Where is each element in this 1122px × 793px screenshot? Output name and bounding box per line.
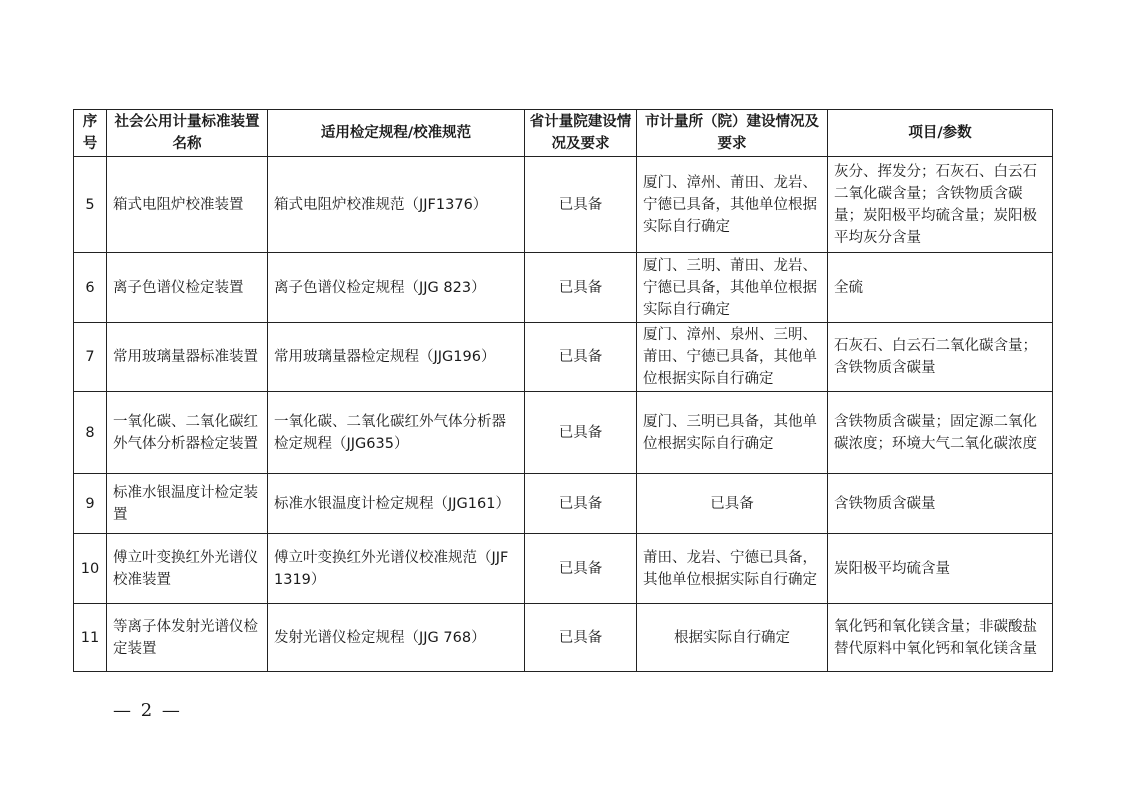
table-row: [74, 157, 1053, 253]
table-row: [74, 604, 1053, 672]
cell-provincial: 已具备: [525, 157, 637, 253]
cell-regulation: 标准水银温度计检定规程（JJG161）: [268, 474, 525, 534]
header-no: 序号: [74, 110, 107, 157]
table-header-row: [74, 110, 1053, 157]
header-city: 市计量所（院）建设情况及要求: [637, 110, 828, 157]
table-row: [74, 253, 1053, 323]
header-name: 社会公用计量标准装置名称: [107, 110, 268, 157]
table-row: [74, 323, 1053, 392]
cell-provincial: 已具备: [525, 474, 637, 534]
cell-city: 厦门、三明已具备，其他单位根据实际自行确定: [637, 392, 828, 474]
cell-no: 7: [74, 323, 107, 392]
cell-provincial: 已具备: [525, 604, 637, 672]
table-row: [74, 534, 1053, 604]
cell-name: 标准水银温度计检定装置: [107, 474, 268, 534]
cell-no: 5: [74, 157, 107, 253]
cell-regulation: 一氧化碳、二氧化碳红外气体分析器检定规程（JJG635）: [268, 392, 525, 474]
cell-no: 11: [74, 604, 107, 672]
cell-regulation: 箱式电阻炉校准规范（JJF1376）: [268, 157, 525, 253]
cell-regulation: 常用玻璃量器检定规程（JJG196）: [268, 323, 525, 392]
cell-name: 箱式电阻炉校准装置: [107, 157, 268, 253]
standards-table: [73, 109, 1053, 672]
cell-items: 炭阳极平均硫含量: [828, 534, 1053, 604]
cell-city: 厦门、漳州、莆田、龙岩、宁德已具备，其他单位根据实际自行确定: [637, 157, 828, 253]
cell-no: 8: [74, 392, 107, 474]
cell-city: 莆田、龙岩、宁德已具备，其他单位根据实际自行确定: [637, 534, 828, 604]
header-regulation: 适用检定规程/校准规范: [268, 110, 525, 157]
cell-no: 10: [74, 534, 107, 604]
cell-name: 等离子体发射光谱仪检定装置: [107, 604, 268, 672]
cell-regulation: 离子色谱仪检定规程（JJG 823）: [268, 253, 525, 323]
cell-name: 离子色谱仪检定装置: [107, 253, 268, 323]
header-items: 项目/参数: [828, 110, 1053, 157]
cell-provincial: 已具备: [525, 392, 637, 474]
cell-provincial: 已具备: [525, 534, 637, 604]
cell-city: 已具备: [637, 474, 828, 534]
cell-regulation: 发射光谱仪检定规程（JJG 768）: [268, 604, 525, 672]
cell-name: 一氧化碳、二氧化碳红外气体分析器检定装置: [107, 392, 268, 474]
cell-items: 灰分、挥发分；石灰石、白云石二氧化碳含量；含铁物质含碳量；炭阳极平均硫含量；炭阳极平均灰分含量: [828, 157, 1053, 253]
cell-regulation: 傅立叶变换红外光谱仪校准规范（JJF 1319）: [268, 534, 525, 604]
cell-city: 根据实际自行确定: [637, 604, 828, 672]
cell-provincial: 已具备: [525, 253, 637, 323]
cell-items: 含铁物质含碳量；固定源二氧化碳浓度；环境大气二氧化碳浓度: [828, 392, 1053, 474]
cell-no: 9: [74, 474, 107, 534]
table-row: [74, 392, 1053, 474]
cell-items: 石灰石、白云石二氧化碳含量；含铁物质含碳量: [828, 323, 1053, 392]
cell-items: 全硫: [828, 253, 1053, 323]
cell-provincial: 已具备: [525, 323, 637, 392]
cell-name: 常用玻璃量器标准装置: [107, 323, 268, 392]
table-row: [74, 474, 1053, 534]
page-number: — 2 —: [113, 700, 182, 721]
cell-items: 氧化钙和氧化镁含量；非碳酸盐替代原料中氧化钙和氧化镁含量: [828, 604, 1053, 672]
cell-city: 厦门、漳州、泉州、三明、莆田、宁德已具备，其他单位根据实际自行确定: [637, 323, 828, 392]
header-provincial: 省计量院建设情况及要求: [525, 110, 637, 157]
cell-items: 含铁物质含碳量: [828, 474, 1053, 534]
cell-no: 6: [74, 253, 107, 323]
cell-city: 厦门、三明、莆田、龙岩、宁德已具备，其他单位根据实际自行确定: [637, 253, 828, 323]
cell-name: 傅立叶变换红外光谱仪校准装置: [107, 534, 268, 604]
